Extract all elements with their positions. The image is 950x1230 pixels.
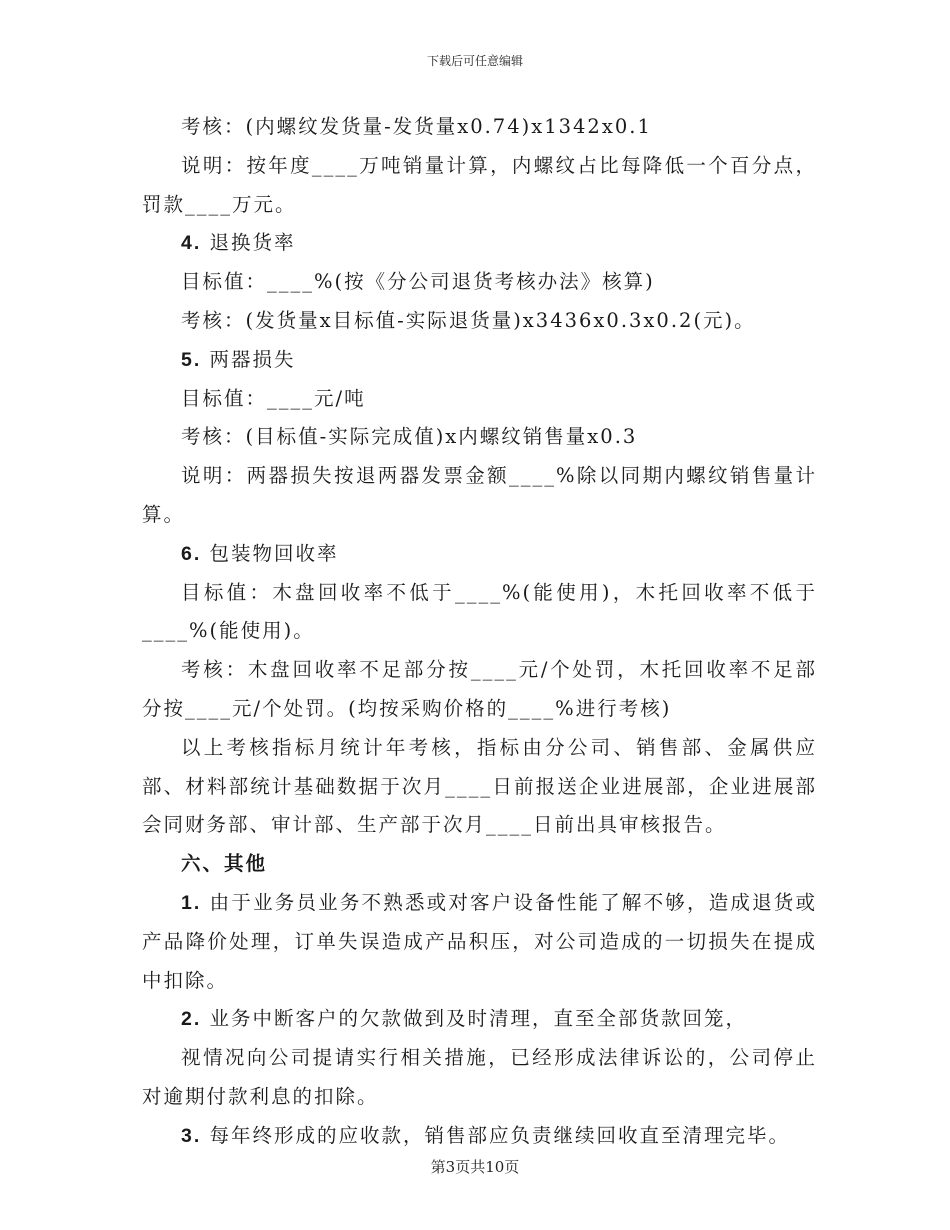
page-header: 下载后可任意编辑	[426, 54, 523, 68]
item-text: 由于业务员业务不熟悉或对客户设备性能了解不够，造成退货或产品降价处理，订单失误造成产品积压，对公司造成的一切损失在提成中扣除。	[142, 890, 817, 992]
page-footer: 第3页共10页	[430, 1158, 520, 1176]
paragraph: 考核：(目标值-实际完成值)x内螺纹销售量x0.3	[181, 425, 638, 449]
numbered-item	[142, 1117, 817, 1156]
paragraph: 目标值：____元/吨	[181, 386, 366, 410]
paragraph: 考核：(内螺纹发货量-发货量x0.74)x1342x0.1	[181, 115, 652, 138]
item-number: 6.	[181, 542, 202, 565]
section-heading: 六、其他	[181, 852, 268, 876]
paragraph: 目标值：木盘回收率不低于____%(能使用)，木托回收率不低于____%(能使用)。	[142, 580, 817, 643]
paragraph: 说明：按年度____万吨销量计算，内螺纹占比每降低一个百分点，罚款____万元。	[142, 153, 817, 216]
numbered-item	[142, 535, 817, 574]
paragraph: 以上考核指标月统计年考核，指标由分公司、销售部、金属供应部、材料部统计基础数据于次月____日前报送企业进展部，企业进展部会同财务部、审计部、生产部于次月____日前出具审核报告。	[142, 735, 817, 837]
numbered-item	[142, 341, 817, 380]
item-number: 1.	[181, 891, 202, 914]
item-number: 5.	[181, 348, 202, 371]
paragraph: 考核：(发货量x目标值-实际退货量)x3436x0.3x0.2(元)。	[181, 308, 756, 332]
item-text: 两器损失	[209, 347, 296, 371]
item-text: 业务中断客户的欠款做到及时清理，直至全部货款回笼，	[209, 1007, 747, 1031]
item-number: 2.	[181, 1008, 202, 1031]
item-text: 退换货率	[209, 231, 296, 255]
paragraph: 说明：两器损失按退两器发票金额____%除以同期内螺纹销售量计算。	[142, 464, 817, 526]
document-body	[142, 108, 817, 1156]
item-text: 包装物回收率	[209, 541, 339, 565]
item-number: 4.	[181, 232, 202, 255]
numbered-item	[142, 1000, 817, 1039]
numbered-item	[142, 884, 817, 1000]
numbered-item	[142, 224, 817, 263]
paragraph: 视情况向公司提请实行相关措施，已经形成法律诉讼的，公司停止对逾期付款利息的扣除。	[142, 1046, 817, 1108]
paragraph: 考核：木盘回收率不足部分按____元/个处罚，木托回收率不足部分按____元/个处罚。(均按采购价格的____%进行考核)	[142, 658, 817, 720]
item-text: 每年终形成的应收款，销售部应负责继续回收直至清理完毕。	[209, 1123, 790, 1147]
paragraph: 目标值：____%(按《分公司退货考核办法》核算)	[181, 270, 655, 294]
item-number: 3.	[181, 1124, 202, 1147]
